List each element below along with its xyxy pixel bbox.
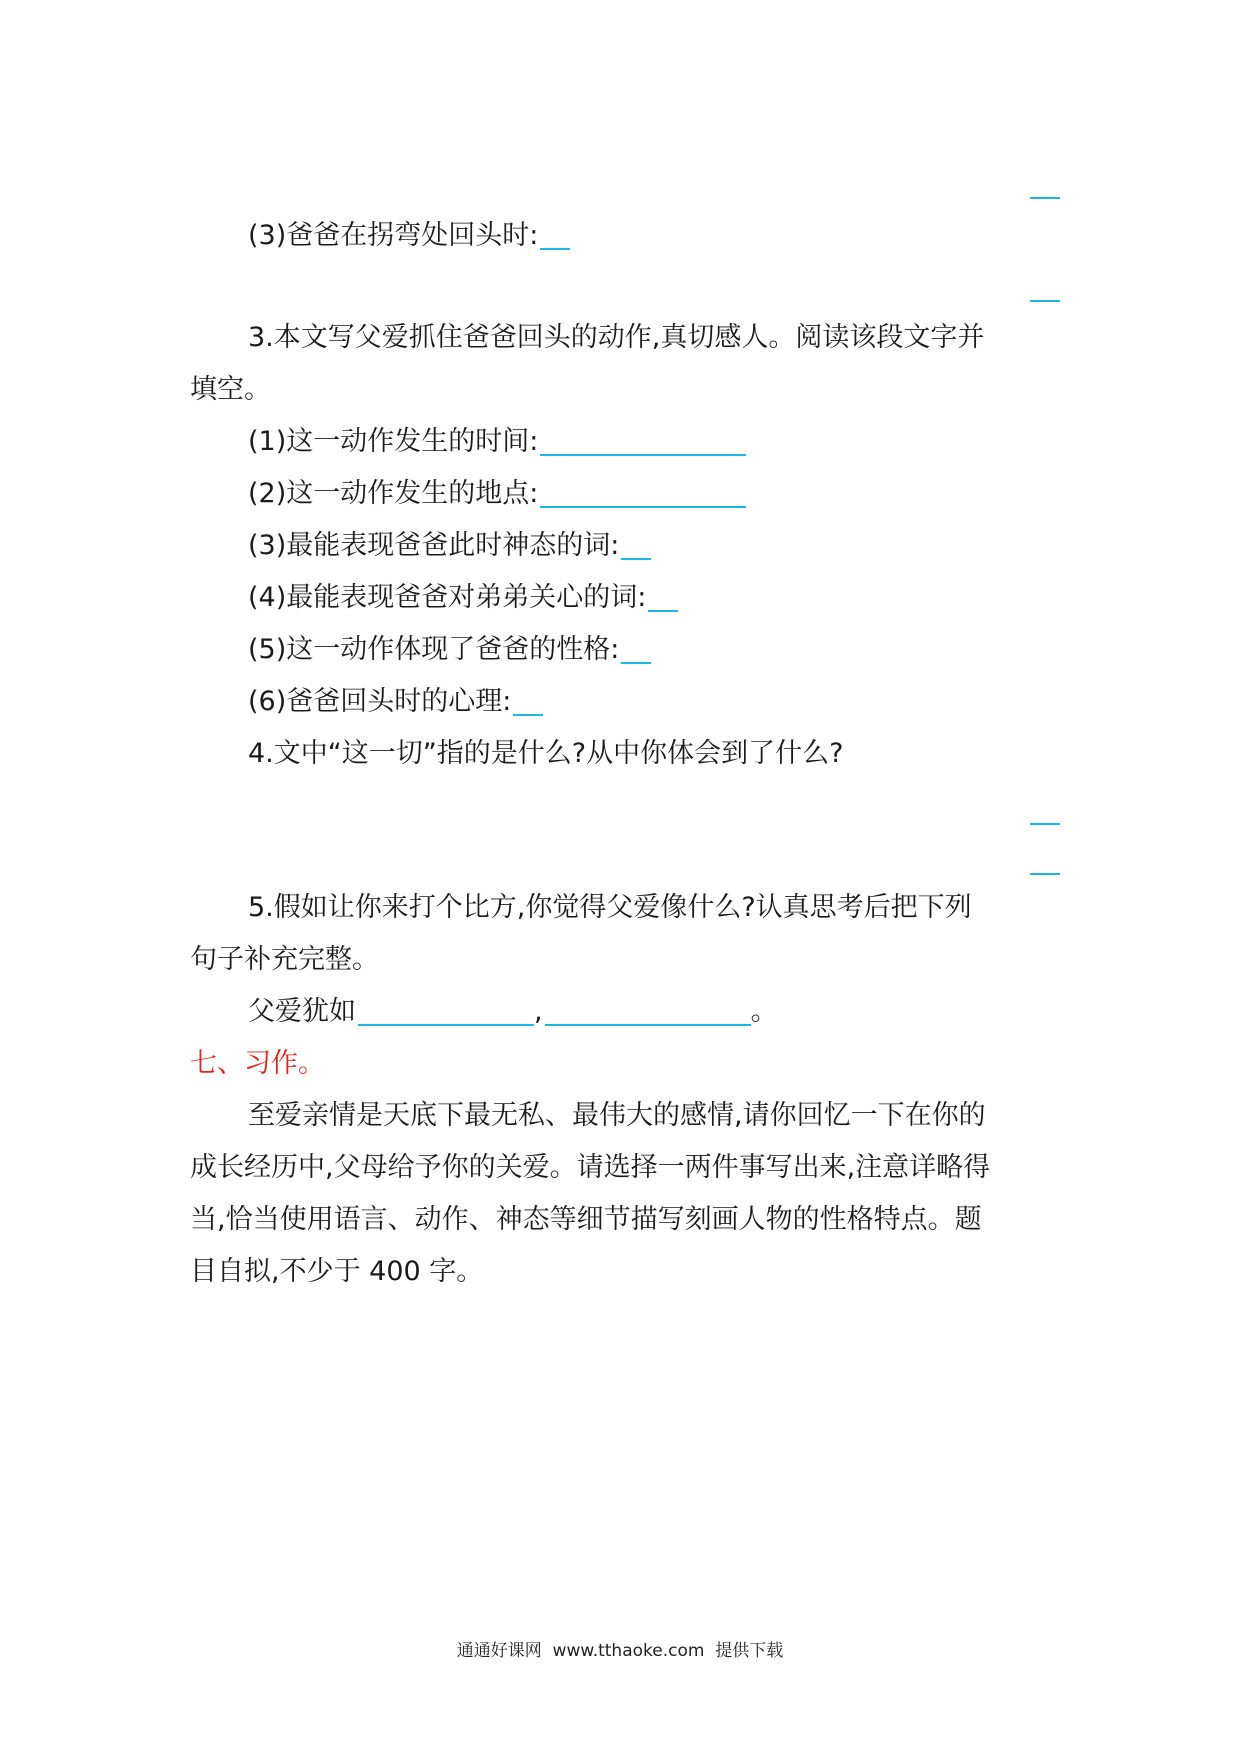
answer-blank[interactable]	[540, 454, 746, 456]
footer-source: 通通好课网 www.tthaoke.com 提供下载	[456, 1641, 784, 1661]
section-7-heading	[190, 1046, 1060, 1082]
question-4	[248, 736, 1118, 772]
answer-blank[interactable]	[621, 662, 651, 664]
section-7-para-4	[190, 1254, 1060, 1290]
question-3-intro-cont	[190, 372, 1060, 408]
question-3-item-5	[248, 632, 1118, 668]
answer-blank[interactable]	[621, 558, 651, 560]
question-text: 句子补充完整。	[190, 944, 379, 975]
question-text: (6)爸爸回头时的心理:	[248, 686, 512, 717]
question-5-fill	[248, 994, 1118, 1030]
question-text: (2)这一动作发生的地点:	[248, 478, 539, 509]
question-text: 填空。	[190, 374, 271, 405]
question-5-cont	[190, 942, 1060, 978]
question-3-item-1	[248, 424, 1118, 460]
para-text: 至爱亲情是天底下最无私、最伟大的感情,请你回忆一下在你的	[248, 1100, 986, 1131]
answer-blank[interactable]	[513, 714, 543, 716]
fill-comma: ,	[534, 996, 543, 1027]
question-2-3	[248, 218, 1118, 254]
answer-line-right-1[interactable]	[1030, 197, 1060, 199]
question-text: 5.假如让你来打个比方,你觉得父爱像什么?认真思考后把下列	[248, 892, 972, 923]
fill-prefix: 父爱犹如	[248, 996, 356, 1027]
question-3-item-3	[248, 528, 1118, 564]
para-text: 目自拟,不少于 400 字。	[190, 1256, 484, 1287]
question-text: 4.文中“这一切”指的是什么?从中你体会到了什么?	[248, 738, 844, 769]
question-3-item-2	[248, 476, 1118, 512]
answer-line-right-4[interactable]	[1030, 873, 1060, 875]
para-text: 当,恰当使用语言、动作、神态等细节描写刻画人物的性格特点。题	[190, 1204, 982, 1235]
question-3-item-4	[248, 580, 1118, 616]
question-text: (5)这一动作体现了爸爸的性格:	[248, 634, 620, 665]
question-text: (3)最能表现爸爸此时神态的词:	[248, 530, 620, 561]
section-7-para-3	[190, 1202, 1060, 1238]
question-5	[248, 890, 1118, 926]
question-text: (1)这一动作发生的时间:	[248, 426, 539, 457]
question-text: 3.本文写父爱抓住爸爸回头的动作,真切感人。阅读该段文字并	[248, 322, 985, 353]
section-7-para-1	[248, 1098, 1118, 1134]
question-3-intro	[248, 320, 1118, 356]
answer-blank[interactable]	[358, 1024, 534, 1026]
answer-blank[interactable]	[540, 248, 570, 250]
question-text: (4)最能表现爸爸对弟弟关心的词:	[248, 582, 647, 613]
heading-text: 七、习作。	[190, 1048, 325, 1079]
answer-blank[interactable]	[540, 506, 746, 508]
para-text: 成长经历中,父母给予你的关爱。请选择一两件事写出来,注意详略得	[190, 1152, 991, 1183]
answer-blank[interactable]	[545, 1024, 751, 1026]
fill-end: 。	[750, 996, 778, 1027]
question-text: (3)爸爸在拐弯处回头时:	[248, 220, 539, 251]
section-7-para-2	[190, 1150, 1060, 1186]
question-3-item-6	[248, 684, 1118, 720]
answer-line-right-3[interactable]	[1030, 823, 1060, 825]
answer-line-right-2[interactable]	[1030, 300, 1060, 302]
answer-blank[interactable]	[648, 610, 678, 612]
